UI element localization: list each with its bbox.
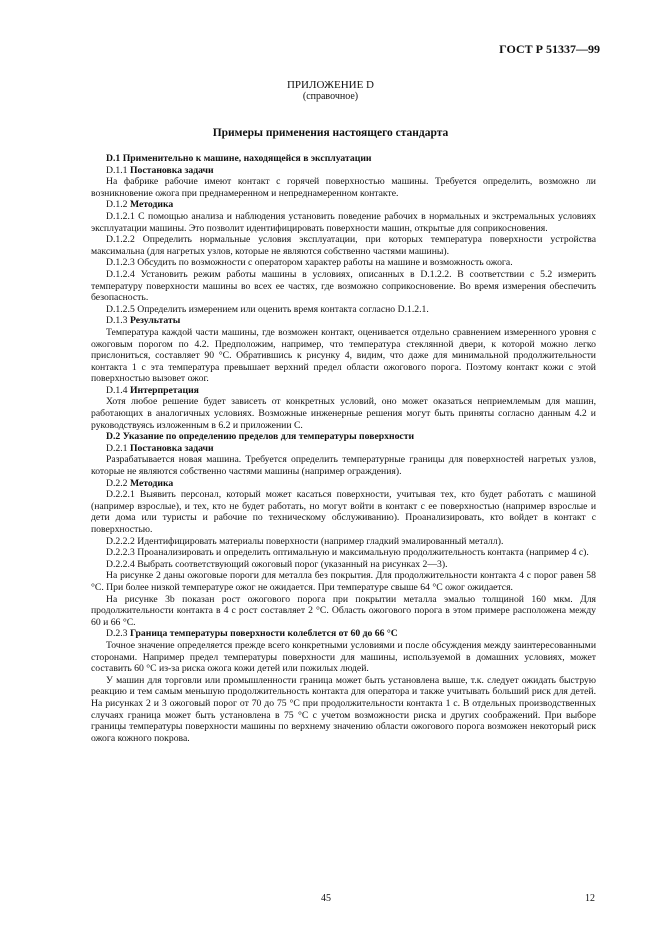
page-number-center: 45	[321, 893, 331, 904]
body-paragraph	[91, 559, 596, 571]
paragraph-text: D.1.2.1 С помощью анализа и наблюдения установить поведение рабочих в нормальных и экстремальных условиях эксплуатации машины. Это позволит идентифицировать поверхности машин, открытые для соприкосновения.	[91, 210, 596, 234]
paragraph-text: D.2.2.2 Идентифицировать материалы поверхности (например гладкий эмалированный металл).	[106, 535, 504, 547]
paragraph-text: Хотя любое решение будет зависеть от конкретных условий, оно может оказаться неприемлемым для машин, работающих в аналогичных условиях. Возможные инженерные решения могут быть приняты согласно данным 4.2 и руководствуясь изложенным в 6.2 и приложении С.	[91, 396, 596, 431]
body-paragraph	[91, 570, 596, 593]
appendix-subtitle: (справочное)	[302, 91, 359, 102]
paragraph-text: D.2.2.4 Выбрать соответствующий ожоговый порог (указанный на рисунках 2—3).	[106, 558, 448, 570]
body-paragraph	[91, 257, 596, 269]
body-paragraph	[91, 396, 596, 431]
section-title: Применительно к машине, находящейся в эксплуатации	[122, 153, 372, 164]
section-number: D.1.1	[106, 164, 128, 176]
page-number-right: 12	[585, 893, 595, 904]
section-title: Постановка задачи	[129, 442, 214, 454]
section-heading	[91, 431, 596, 443]
paragraph-text: Температура каждой части машины, где возможен контакт, оценивается отдельно сравнением измеренного уровня с ожоговым порогом по 4.2. Предположим, например, что температура стеклянной двери, к которой можно легко прислониться, составляет 90 °С. Обратившись к рисунку 4, видим, что даже для минимальной продолжительности контакта 1 с эта температура превышает верхний предел области ожогового порога. Поэтому контакт кожи с этой поверхностью вызовет ожог.	[91, 326, 596, 385]
section-number: D.1.4	[106, 384, 128, 396]
section-title: Результаты	[129, 315, 181, 327]
section-heading	[91, 153, 596, 165]
body-paragraph	[91, 176, 596, 199]
section-heading	[91, 628, 596, 640]
section-title: Методика	[129, 199, 174, 211]
paragraph-text: D.1.2.2 Определить нормальные условия эксплуатации, при которых температура поверхности устройства максимальна (для нагретых узлов, которые не являются собственно частями машины).	[91, 234, 596, 257]
main-title: Примеры применения настоящего стандарта	[212, 127, 449, 139]
section-number: D.2.3	[106, 628, 128, 640]
section-number: D.2	[106, 431, 121, 443]
section-number: D.1	[106, 153, 121, 164]
paragraph-text: D.1.2.4 Установить режим работы машины в условиях, описанных в D.1.2.2. В соответствии с 5.2 измерить температуру поверхности машины во всех ее частях, где возможно соприкосновение. Во время измерения обеспечить безопасность.	[91, 268, 596, 304]
body-paragraph	[91, 536, 596, 548]
paragraph-text: D.1.2.5 Определить измерением или оценить время контакта согласно D.1.2.1.	[106, 303, 429, 315]
body-paragraph	[91, 327, 596, 385]
section-heading	[91, 165, 596, 177]
paragraph-text: Разрабатывается новая машина. Требуется определить температурные границы для поверхностей нагретых узлов, которые не являются собственно частями машины (например ограждения).	[91, 454, 596, 478]
body-paragraph	[91, 234, 596, 257]
body-paragraph	[91, 547, 596, 559]
paragraph-text: D.1.2.3 Обсудить по возможности с оператором характер работы на машине и возможность ожога.	[106, 257, 513, 269]
section-number: D.2.1	[106, 442, 128, 454]
section-title: Методика	[129, 477, 174, 489]
paragraph-text: У машин для торговли или промышленности граница может быть установлена выше, т.к. следует ожидать быструю реакцию и тем самым меньшую продолжительность контакта для оператора и также учитывать больший риск для детей. На рисунках 2 и 3 ожоговый порог от 70 до 75 °С при продолжительности контакта 1 с. В отдельных производственных случаях граница может быть установлена в 75 °С с учетом возможности риска и других соображений. При выборе границы температуры поверхности машины по верхнему значению области ожогового порога возможен некоторый риск ожога кожного покрова.	[91, 674, 596, 744]
body-paragraph	[91, 594, 596, 629]
body-paragraph	[91, 489, 596, 535]
body-paragraph	[91, 269, 596, 304]
paragraph-text: D.2.2.3 Проанализировать и определить оптимальную и максимальную продолжительность контакта (например 4 с).	[106, 547, 589, 559]
body-paragraph	[91, 640, 596, 675]
paragraph-text: На рисунке 3b показан рост ожогового порога при покрытии металла эмалью толщиной 160 мкм. Для продолжительности контакта в 4 с рост составляет 2 °С. Область ожогового порога в этом примере расположена между 60 и 66 °С.	[91, 593, 596, 628]
appendix-title: ПРИЛОЖЕНИЕ D	[286, 79, 374, 91]
document-code: ГОСТ Р 51337—99	[499, 42, 600, 56]
paragraph-text: Точное значение определяется прежде всего конкретными условиями и после обсуждения между заинтересованными сторонами. Например предел температуры поверхности для машины, используемой в домашних условиях, может составить 60 °С из-за риска ожога кожи детей или пожилых людей.	[91, 639, 596, 675]
document-body	[91, 153, 596, 744]
section-heading	[91, 443, 596, 455]
section-title: Граница температуры поверхности колеблется от 60 до 66 °С	[129, 628, 398, 640]
section-heading	[91, 478, 596, 490]
paragraph-text: На рисунке 2 даны ожоговые пороги для металла без покрытия. Для продолжительности контакта 4 с порог равен 58 °С. При более низкой температуре ожог не ожидается. При температуре свыше 64 °С ожог ожидается.	[91, 570, 596, 593]
section-heading	[91, 199, 596, 211]
section-heading	[91, 315, 596, 327]
appendix-heading	[0, 80, 661, 102]
paragraph-text: D.2.2.1 Выявить персонал, который может касаться поверхности, учитывая тех, кто будет работать с машиной (например взрослые), и тех, кто не будет работать, но могут войти в контакт с ее поверхностью (например взрослые и дети дома или туристы и рабочие по техническому обслуживанию). Проанализировать, кто войдет в контакт с поверхностью.	[91, 489, 596, 535]
body-paragraph	[91, 454, 596, 477]
section-number: D.1.2	[106, 199, 128, 211]
paragraph-text: На фабрике рабочие имеют контакт с горячей поверхностью машины. Требуется определить, возможно ли возникновение ожога при преднамеренном и непреднамеренном контакте.	[91, 176, 596, 199]
section-number: D.2.2	[106, 477, 128, 489]
section-title: Постановка задачи	[129, 164, 214, 176]
body-paragraph	[91, 675, 596, 745]
body-paragraph	[91, 211, 596, 234]
section-heading	[91, 385, 596, 397]
body-paragraph	[91, 304, 596, 316]
section-title: Интерпретация	[129, 384, 199, 396]
section-title: Указание по определению пределов для температуры поверхности	[122, 431, 415, 443]
section-number: D.1.3	[106, 315, 128, 327]
